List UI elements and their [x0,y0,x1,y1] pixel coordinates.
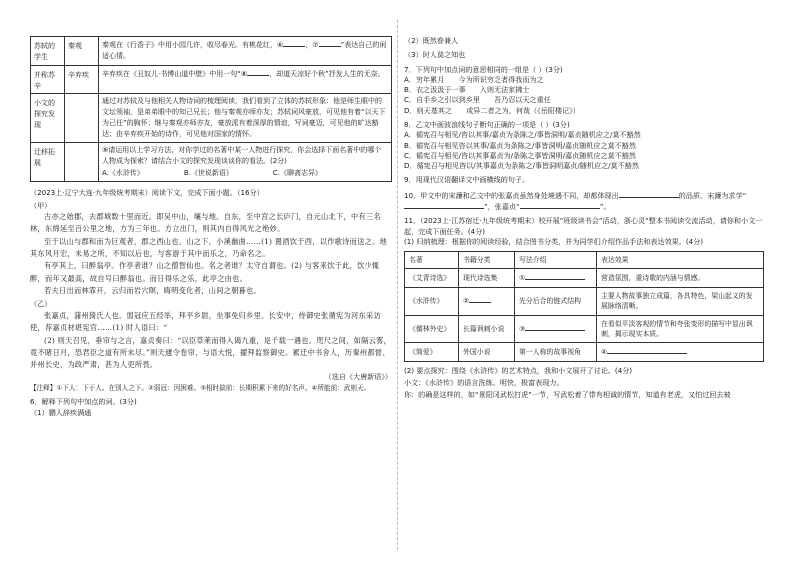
answer-blank[interactable] [469,295,491,303]
table-cell: 并称苏辛 [31,65,65,94]
passage-yi-text: (2) 则天召见，垂帘与之言，嘉贞奏曰：“以臣草莱而得入谒九重，是千载一遇也。咫尺之间，如隔云雾，竟不睹日月，恐君臣之道有所未尽。”则天遽令卷帘，与语大悦，擢拜监察御史。累迁中书舍人，历秦州都督、并州长史，为政严肃，甚为人吏所畏。 [30,335,392,370]
table-cell: 小文的探究发现 [31,94,65,142]
cell-text: 秦观在《行香子》中用小园几许，收尽春光。有桃花红， [102,41,277,49]
dialogue-line: 小文：《水浒传》的语言洗练、明快，极富表现力。 [404,377,564,387]
question-6: 6．解释下列句中加点的词。(3分) [30,397,137,407]
q10-text: ”，张嘉贞“ [484,201,520,211]
table-cell: 长篇讽刺小说 [459,315,515,343]
column-divider [397,20,398,550]
question-11-part1: (1) 归纳梳理：根据你的阅读经验，结合图书分类，并为同学们介绍作品手法和表达效果。(4分) [404,236,704,246]
answer-blank[interactable] [283,39,305,47]
table-cell [99,142,392,182]
table-row [31,65,392,94]
question-11-part2: (2) 要点探究：围绕《水浒传》的艺术特点，我和小文展开了讨论。(4分) [404,365,633,375]
table-row [405,269,764,287]
table-cell: 现代诗选集 [459,269,515,287]
answer-blank[interactable] [520,201,600,209]
column-header: 表达效果 [597,252,764,269]
question-7: 7．下列句中加点词的意思相同的一组是（ ）(3分) [404,64,563,74]
answer-blank[interactable] [525,323,585,331]
book-table [404,251,764,362]
q7-option[interactable]: B．衣之汲汲于一事 入则无法家拂士 [404,85,530,95]
table-cell: 主要人物故事独立成篇，各具特色，梁山起义的发展脉络清晰。 [597,287,764,315]
passage-jia-text: 有亭其上，曰醉翁亭。作亭者谁？山之僧智仙也。名之者谁？太守自谓也。(2) 与客来饮于此，饮少辄醉，而年又最高，故自号曰醉翁也。而日得乐之乐，此亭之由也。 [30,261,380,283]
table-cell: 通过对苏轼及与他相关人物诗词的梳理阅读，我们看到了立体的苏轼形象：他是师生眼中的文坛领袖，是弟弟眼中的知己兄长；他与秦观亦师亦友；苏轼词风豪放，可见他有着“以天下为己任”的胸怀；继与秦观亦师亦友，豪放派有着深厚的情谊，写词豪迈，可见他的旷达豁达；由辛弃疾开始的诗作，可见他对国家的情怀。 [99,94,392,142]
table-cell: 《水浒传》 [405,287,459,315]
column-header: 写法介绍 [515,252,597,269]
blank-number: ② [463,297,470,306]
choice-row [102,168,388,179]
question-6-item: （3）时人莫之知也 [404,50,466,60]
cell-text: 辛弃疾在《丑奴儿·书博山道中壁》中用一句“⑧ [102,69,248,78]
table-cell: 《简爱》 [405,343,459,361]
table-row [405,287,764,315]
table-cell: 《儒林外史》 [405,315,459,343]
blank-number: ③ [519,325,526,334]
table-cell [99,37,392,66]
table-cell: 迁移拓展 [31,142,65,182]
table-cell: 辛弃疾 [65,65,99,94]
passage-source: （选自《大唐新语》） [324,371,392,381]
table-row [31,94,392,142]
passage-jia-label: （甲） [30,200,52,210]
table-header-row [405,252,764,269]
passage-jia-text: 若夫日出而林霏开，云归而岩穴暝，晦明变化者，山间之朝暮也。 [44,286,262,296]
dialogue-line: 你：的确是这样的，如“景阳冈武松打虎”一节，写武松着了带有相诚的情节，知道有老虎，又怕过回去被 [404,390,731,400]
choice-c[interactable]: C.《聊斋志异》 [272,169,323,178]
question-11: 11．（2023上·江苏宿迁·九年级统考期末）校开展“班级读书会”活动，浙心灵“整本书阅读交流活动，请你和小文一起，完成下面任务。(4分) [404,216,763,236]
answer-blank[interactable] [619,190,679,198]
table-cell [65,142,99,182]
q8-option[interactable]: B．循宪召与相见咨以其事/嘉贞为条陈之/事皆洞明/嘉贞随机应之莫不豁然 [404,140,636,150]
table-cell [459,287,515,315]
question-6-item: （2）既然眷兼人 [404,36,459,45]
left-column [30,36,392,418]
poet-table [30,36,392,182]
question-intro: （2023上·辽宁大连·九年级统考期末）阅读下文，完成下面小题。（16分） [30,188,264,198]
cell-text: ”表达自己的闲适心情。 [102,41,387,60]
question-8: 8．乙文中画波浪线句子断句正确的一项是（ ）(3分) [404,119,570,129]
table-cell [99,65,392,94]
cell-text: ⑨请运用以上学习方法，对你学过的名著中某一人物进行探究，你会选择下面名著中的哪个人物成为探索？请结合小文的探究发现谈谈你的看法。(2分) [102,145,382,165]
q7-option[interactable]: A．穷年累月 今为所识穷乏者得我而为之 [404,74,544,84]
question-6-item: （1）鹏人辞疾满通 [30,407,92,417]
table-cell: 先分后合的链式结构 [515,287,597,315]
choice-b[interactable]: B.《世说新语》 [183,169,233,178]
passage-jia-text: 古亦之始郡，去郡城数十里而近。即吴中山，壤与地。自东，至中宫之长庐门，自元山北下，中有三名林，东绵延至百公里之地，方为三年也。方立出门，则其内自得风光之绝妙。 [30,211,381,234]
table-cell [515,315,597,343]
answer-blank[interactable] [525,272,585,280]
table-cell: 第一人称的故事视角 [515,343,597,361]
question-9: 9．用现代汉语翻译文中画横线的句子。 [404,175,530,185]
q7-option[interactable]: C．自手乡之引以到乡里 吾乃忍以天之重任 [404,95,551,105]
q8-option[interactable]: D．循宪召与相见咨以/其事嘉贞为条陈之/事皆洞明嘉贞/随机应之/莫不豁然 [404,161,639,171]
table-cell [515,269,597,287]
q8-option[interactable]: C．循宪召与相见/咨以其事嘉贞为/条陈之事皆洞明/嘉贞随机应之莫不豁然 [404,150,637,160]
q7-option[interactable]: D．则天基其之 或异二者之为，何哉（《岳阳楼记》） [404,105,580,115]
table-cell: 秦观 [65,37,99,66]
column-header: 书籍分类 [459,252,515,269]
blank-number: ⑥ [277,41,284,49]
q10-text: 的品质。宋濂为求学“ [678,190,747,200]
blank-number: ④ [601,348,608,357]
passage-yi-text: 张嘉贞，蒲州猗氏人也。弱冠应五经举，拜平乡尉，坐事免归乡里。长安中，侍御史张循宪为河东采访使，荐嘉贞材堪宪官……(1) 时人语曰：“ [30,310,381,333]
table-cell: 外国小说 [459,343,515,361]
passage-jia-text: 至于以山与郡和而为巨观者，郡之西山也。山之下，小溪幽曲……(1) 置酒饮于西，以作歌诗而送之。地其东风月宏，未易之所，不知以后也，与客游于其中而乐之，乃命名之。 [30,236,388,258]
right-column [404,36,764,400]
answer-blank[interactable] [247,68,269,76]
table-cell: 《艾青诗选》 [405,269,459,287]
q10-text: 10．甲文中的宋濂和乙文中的张嘉贞虽然身处境遇不同，却都体现出 [404,190,619,200]
table-cell: 在看似平淡客观的情节和夸张变形的描写中显出讽刺，揭示现实本质。 [597,315,764,343]
answer-blank[interactable] [404,201,484,209]
q10-text: ”。 [599,201,611,211]
table-row [31,142,392,182]
cell-text: ，却道天凉好个秋”抒发人生的无奈。 [269,69,385,78]
table-row [31,37,392,66]
table-row [405,343,764,361]
table-cell: 营造氛围，重诗歌的内涵与情感。 [597,269,764,287]
table-cell: 苏轼的学生 [31,37,65,66]
table-cell [65,94,99,142]
q8-option[interactable]: A．循宪召与相见/咨以其事/嘉贞为条陈之/事皆洞明/嘉贞随机应之/莫不豁然 [404,130,641,140]
choice-a[interactable]: A.《水浒传》 [102,169,144,178]
passage-yi-label: （乙） [30,299,52,309]
cell-text: ， [305,41,313,49]
table-row [405,315,764,343]
table-cell [597,343,764,361]
annotation-notes: 【注释】①下人：下于人。在别人之下。②弱冠：因困难。③相时揣前：长期积累下来的好名声。④所能前：武则天。 [30,383,371,392]
column-header: 名著 [405,252,459,269]
answer-blank[interactable] [607,346,687,354]
blank-number: ⑦ [312,41,319,49]
question-10 [404,190,764,213]
answer-blank[interactable] [319,39,341,47]
blank-number: ① [519,274,526,283]
